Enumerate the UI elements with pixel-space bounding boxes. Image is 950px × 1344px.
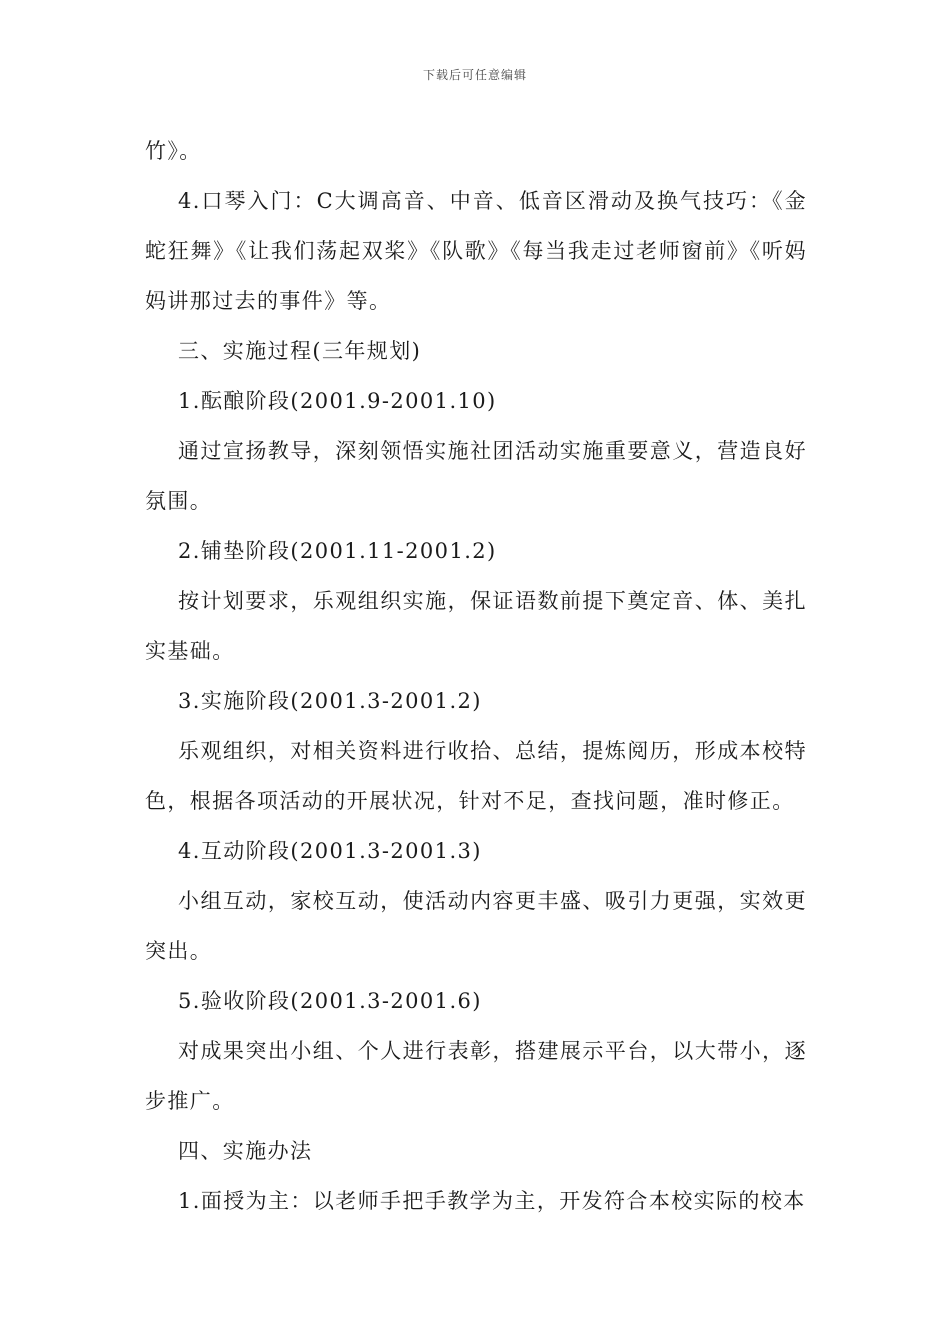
stage-heading: 4.互动阶段(2001.3-2001.3) <box>178 839 482 863</box>
paragraph: 乐观组织，对相关资料进行收拾、总结，提炼阅历，形成本校特色，根据各项活动的开展状况，针对不足，查找问题，准时修正。 <box>145 739 807 813</box>
section-heading: 四、实施办法 <box>178 1139 313 1163</box>
paragraph: 对成果突出小组、个人进行表彰，搭建展示平台，以大带小，逐步推广。 <box>145 1039 807 1113</box>
paragraph: 按计划要求，乐观组织实施，保证语数前提下奠定音、体、美扎实基础。 <box>145 589 807 663</box>
section-heading: 三、实施过程(三年规划) <box>178 339 422 363</box>
paragraph: 小组互动，家校互动，使活动内容更丰盛、吸引力更强，实效更突出。 <box>145 889 807 963</box>
stage-heading: 1.酝酿阶段(2001.9-2001.10) <box>178 389 497 413</box>
document-body <box>145 126 807 1226</box>
paragraph: 通过宣扬教导，深刻领悟实施社团活动实施重要意义，营造良好氛围。 <box>145 439 807 513</box>
paragraph: 4.口琴入门：C大调高音、中音、低音区滑动及换气技巧：《金蛇狂舞》《让我们荡起双桨》《队歌》《每当我走过老师窗前》《听妈妈讲那过去的事件》等。 <box>145 189 807 313</box>
page-header: 下载后可任意编辑 <box>422 68 527 82</box>
paragraph: 竹》。 <box>145 139 202 163</box>
stage-heading: 2.铺垫阶段(2001.11-2001.2) <box>178 539 497 563</box>
paragraph: 1.面授为主：以老师手把手教学为主，开发符合本校实际的校本 <box>178 1189 806 1213</box>
stage-heading: 3.实施阶段(2001.3-2001.2) <box>178 689 482 713</box>
stage-heading: 5.验收阶段(2001.3-2001.6) <box>178 989 482 1013</box>
